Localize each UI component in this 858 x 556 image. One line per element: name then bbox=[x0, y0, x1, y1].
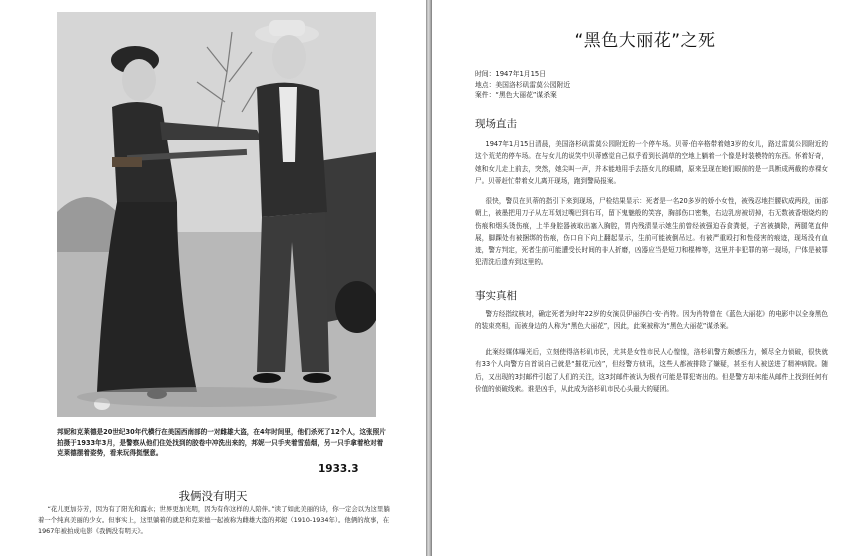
left-article-body: “花儿更加芬芳，因为有了阳光和露水；世界更加光明，因为有你这样的人陪伴。”读了如此美丽的诗，你一定会以为这里躺着一个纯真美丽的少女。但事实上，这里躺着的就是和克莱德一起被称为雌雄大盗的邦妮（1910-1934年）。他俩的故事，在1967年被拍成电影《我俩没有明天》。 bbox=[38, 505, 390, 535]
truth-paragraph-1: 警方经指纹核对，确定死者为时年22岁的女演员伊丽莎白·安·肖特。因为肖特曾在《蓝色大丽花》的电影中以全身黑色的装束亮相，而被身边的人称为“黑色大丽花”，因此，此案被称为“黑色大丽花”谋杀案。 bbox=[475, 310, 828, 331]
section-heading-scene: 现场直击 bbox=[475, 118, 517, 130]
truth-paragraph-2: 此案经媒体曝光后，立刻使得洛杉矶市民，尤其是女性市民人心惶惶，洛杉矶警方颇感压力，倾尽全力侦破，很快就有33个人向警方自首说自己就是“摧花元凶”，但经警方侦讯，这些人都被排除了嫌疑，甚至有人被送进了精神病院。随后，又出现的3封邮件引起了人们的关注，这3封邮件被认为极有可能是罪犯寄出的。但是警方却未能从邮件上找到任何有价值的侦破线索。谁是凶手，从此成为洛杉矶市民心头最大的疑团。 bbox=[475, 348, 828, 393]
left-page bbox=[0, 0, 426, 556]
right-page bbox=[432, 0, 858, 556]
meta-case: 案件：“黑色大丽花”谋杀案 bbox=[475, 91, 557, 99]
left-article-title: 我俩没有明天 bbox=[178, 489, 248, 503]
meta-time: 时间：1947年1月15日 bbox=[475, 70, 547, 78]
photo-illustration bbox=[57, 12, 376, 417]
bonnie-clyde-photo bbox=[57, 12, 376, 417]
section-heading-truth: 事实真相 bbox=[475, 290, 517, 302]
case-metadata bbox=[475, 69, 815, 101]
photo-date: 1933.3 bbox=[318, 463, 359, 475]
meta-place: 地点：美国洛杉矶雷莫公园附近 bbox=[475, 80, 571, 89]
photo-caption: 邦妮和克莱德是20世纪30年代横行在美国西南部的一对雌雄大盗，在4年时间里，他们杀死了12个人，这张照片拍摄于1933年3月，是警察从他们住处找到的胶卷中冲洗出来的，邦妮一只手夹着雪茄烟，另一只手拿着枪对着克莱德摆着姿势，看来玩得挺惬意。 bbox=[57, 428, 386, 457]
scene-paragraph-1: 1947年1月15日清晨，美国洛杉矶雷莫公园附近的一个停车场。贝蒂·伯辛格带着她3岁的女儿，路过雷莫公园附近的这个荒芜的停车场。在与女儿的说笑中贝蒂感觉自己似乎看到长满草的空地上躺着一个像是时装模特的东西。怀着好奇，她和女儿走上前去，突然，她尖叫一声，并本能地用手去捂女儿的眼睛，原来呈现在她们眼前的是一具断成两截的赤裸女尸。贝蒂赶忙带着女儿离开现场，跑到警局报案。 bbox=[475, 140, 828, 185]
right-article-title: “黑色大丽花”之死 bbox=[574, 31, 716, 51]
scene-paragraph-2: 很快，警员在贝蒂的指引下来到现场，尸检结果显示：死者是一名20多岁的娇小女性，被残忍地拦腰砍成两段，面部朝上，被墨把用刀子从左耳划过嘴巴到右耳，留下鬼魅般的笑容，胸部伤口密集，右边乳房被切掉，右无数被香烟烧灼的伤痕和烟头烫伤痕，上半身腔器被取出塞入胸腔，胃内残渍显示她生前曾经被强迫吞食粪便，子宫被摘除，两腿笔直伸展，脚踝处有被捆绑的伤痕，伤口自下向上翻起显示，生前可能被倒吊过。有被严重殴打和性侵害的痕迹，现场没有血迹，警方判定，死者生前可能遭受长时间的非人折磨，凶器应当是短刀和棍棒等，这里并非犯罪的第一现场，尸体是被罪犯清洗后遗弃到这里的。 bbox=[475, 197, 828, 267]
